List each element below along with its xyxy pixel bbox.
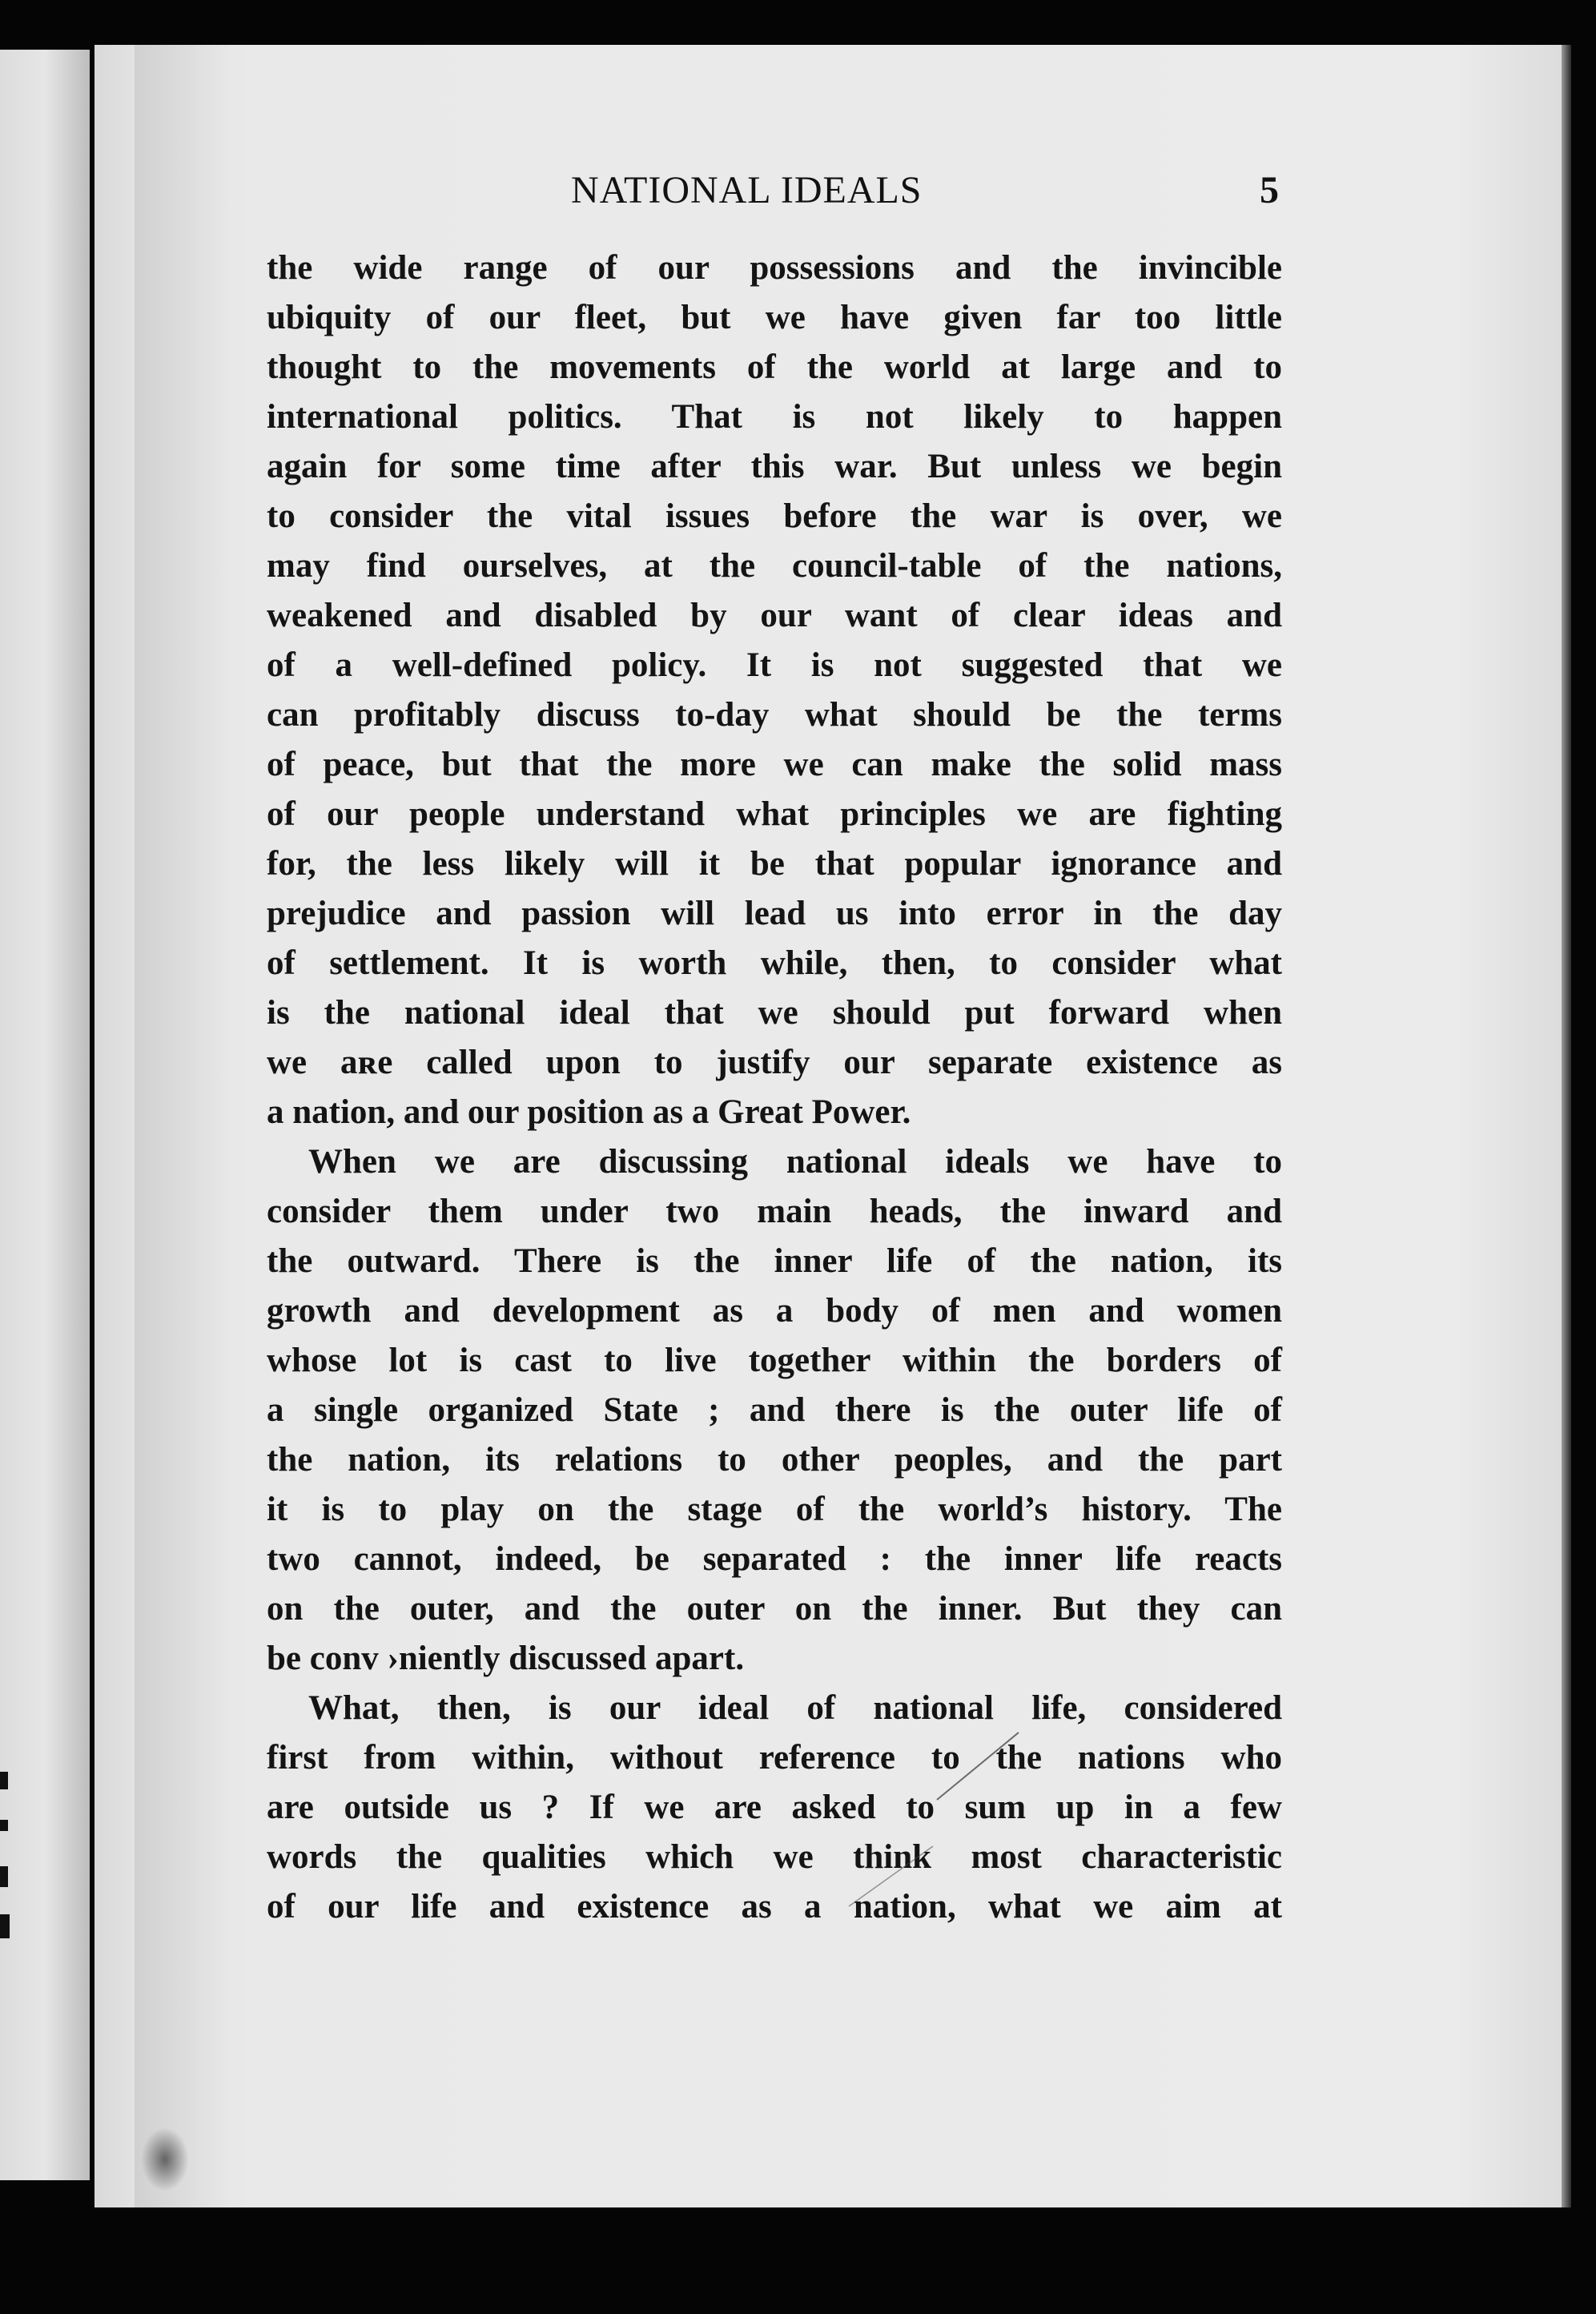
text-line: of a well-defined policy. It is not suggested that we: [267, 646, 1282, 684]
body-text: [267, 243, 1282, 1932]
text-line: prejudice and passion will lead us into error in the day: [267, 895, 1282, 932]
text-line: on the outer, and the outer on the inner. But they can: [267, 1590, 1282, 1628]
text-line: it is to play on the stage of the world’s history. The: [267, 1491, 1282, 1528]
text-line: a single organized State ; and there is the outer life of: [267, 1391, 1282, 1429]
facing-page-text-fragments: [0, 1772, 11, 1956]
text-line: first from within, without reference to the nations who: [267, 1739, 1282, 1777]
text-line: of settlement. It is worth while, then, to consider what: [267, 944, 1282, 982]
text-line: be conv ›niently discussed apart.: [267, 1640, 745, 1677]
text-line: we aʀe called upon to justify our separate existence as: [267, 1044, 1282, 1081]
text-line: words the qualities which we think most characteristic: [267, 1838, 1282, 1876]
page-edge-right: [1562, 45, 1571, 2207]
text-line: are outside us ? If we are asked to sum up in a few: [267, 1789, 1282, 1826]
text-line: ubiquity of our fleet, but we have given far too little: [267, 299, 1282, 336]
text-line: again for some time after this war. But unless we begin: [267, 448, 1282, 485]
text-line: international politics. That is not likely to happen: [267, 398, 1282, 436]
text-line: to consider the vital issues before the war is over, we: [267, 497, 1282, 535]
text-line: thought to the movements of the world at large and to: [267, 348, 1282, 386]
text-line: a nation, and our position as a Great Power.: [267, 1093, 911, 1131]
text-line: When we are discussing national ideals we have to: [308, 1143, 1282, 1181]
text-line: the wide range of our possessions and the invincible: [267, 249, 1282, 287]
facing-page-edge: [0, 50, 90, 2180]
gutter-shadow: [135, 45, 231, 2207]
text-line: the outward. There is the inner life of the nation, its: [267, 1242, 1282, 1280]
text-line: two cannot, indeed, be separated : the inner life reacts: [267, 1540, 1282, 1578]
page-number: 5: [1260, 169, 1279, 211]
gutter-smudge: [141, 2127, 189, 2191]
text-line: whose lot is cast to live together within the borders of: [267, 1342, 1282, 1379]
text-line: the nation, its relations to other peoples, and the part: [267, 1441, 1282, 1479]
running-head: [0, 168, 1596, 224]
text-line: of our life and existence as a nation, what we aim at: [267, 1888, 1282, 1926]
text-line: of peace, but that the more we can make the solid mass: [267, 746, 1282, 783]
text-line: is the national ideal that we should put forward when: [267, 994, 1282, 1032]
text-line: consider them under two main heads, the inward and: [267, 1193, 1282, 1230]
text-line: weakened and disabled by our want of clear ideas and: [267, 597, 1282, 634]
running-head-title: NATIONAL IDEALS: [571, 169, 923, 211]
text-line: growth and development as a body of men and women: [267, 1292, 1282, 1330]
text-line: of our people understand what principles we are fighting: [267, 795, 1282, 833]
text-line: What, then, is our ideal of national life, considered: [308, 1689, 1282, 1727]
text-line: for, the less likely will it be that popular ignorance and: [267, 845, 1282, 883]
text-line: may find ourselves, at the council-table of the nations,: [267, 547, 1282, 585]
text-line: can profitably discuss to-day what should be the terms: [267, 696, 1282, 734]
